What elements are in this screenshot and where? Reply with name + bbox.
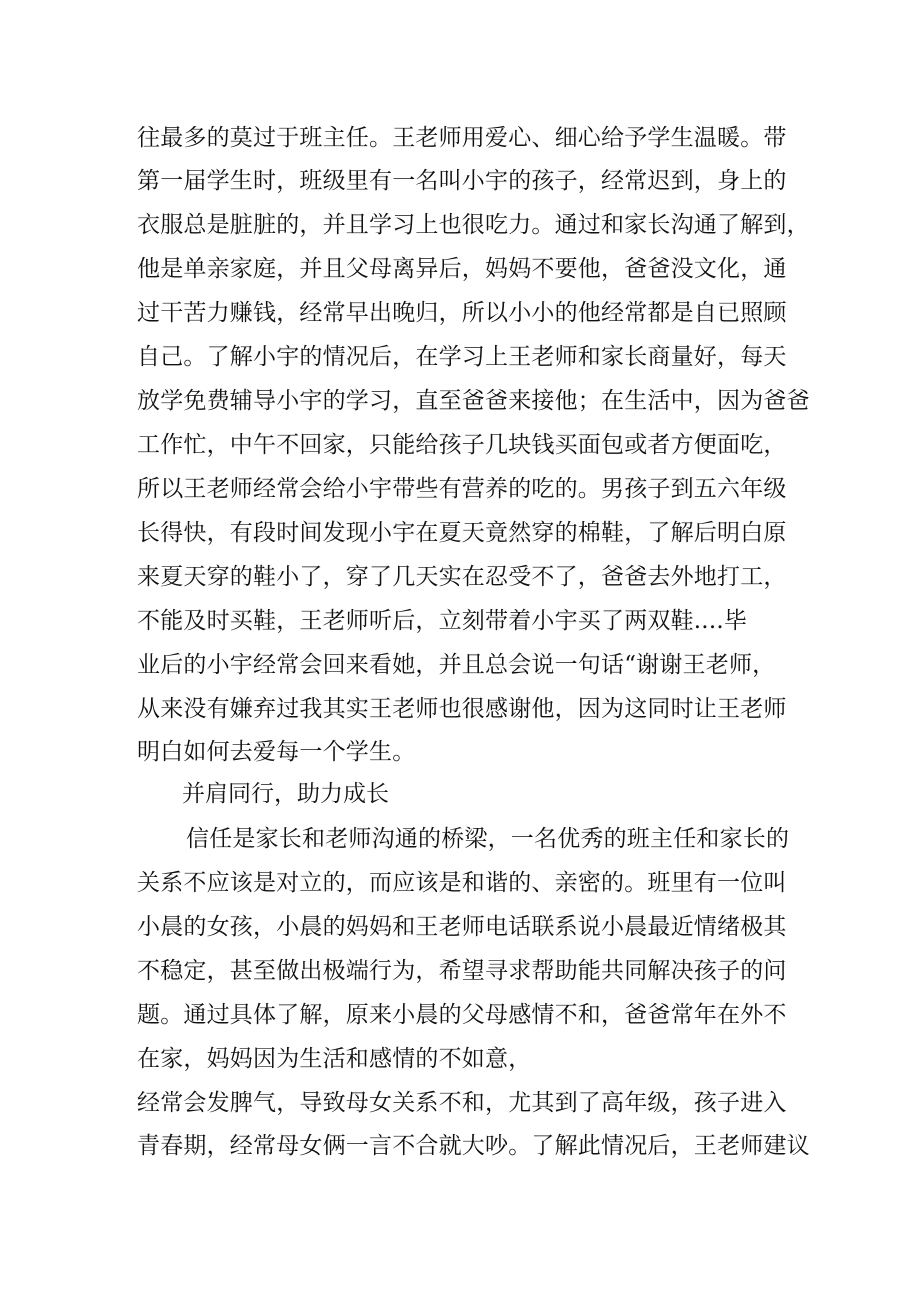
paragraph-3-line-1: 经常会发脾气，导致母女关系不和，尤其到了高年级，孩子进入	[137, 1090, 787, 1116]
paragraph-1-line-15: 明白如何去爱每一个学生。	[137, 739, 416, 765]
paragraph-2-line-1: 信任是家长和老师沟通的桥梁，一名优秀的班主任和家长的	[186, 826, 790, 852]
paragraph-1-line-5: 过干苦力赚钱，经常早出晚归，所以小小的他经常都是自已照顾	[137, 300, 787, 326]
paragraph-2-line-4: 不稳定，甚至做出极端行为，希望寻求帮助能共同解决孩子的问	[137, 958, 787, 984]
paragraph-1-line-6: 自己。了解小宇的情况后，在学习上王老师和家长商量好，每天	[137, 344, 787, 370]
section-heading: 并肩同行，助力成长	[182, 781, 389, 807]
paragraph-1-line-10: 长得快，有段时间发现小宇在夏天竟然穿的棉鞋，了解后明白原	[137, 520, 787, 546]
paragraph-2-line-5: 题。通过具体了解，原来小晨的父母感情不和，爸爸常年在外不	[137, 1002, 787, 1028]
paragraph-3-line-2: 青春期，经常母女俩一言不合就大吵。了解此情况后，王老师建议	[137, 1133, 810, 1159]
paragraph-1-line-2: 第一届学生时，班级里有一名叫小宇的孩子，经常迟到，身上的	[137, 168, 787, 194]
paragraph-1-line-14: 从来没有嫌弃过我其实王老师也很感谢他，因为这同时让王老师	[137, 696, 787, 722]
paragraph-2-line-3: 小晨的女孩，小晨的妈妈和王老师电话联系说小晨最近情绪极其	[137, 914, 787, 940]
paragraph-1-line-8: 工作忙，中午不回家，只能给孩子几块钱买面包或者方便面吃，	[137, 432, 787, 458]
paragraph-2-line-6: 在家，妈妈因为生活和感情的不如意，	[137, 1046, 532, 1072]
paragraph-1-line-11: 来夏天穿的鞋小了，穿了几天实在忍受不了，爸爸去外地打工，	[137, 564, 787, 590]
paragraph-1-line-9: 所以王老师经常会给小宇带些有营养的吃的。男孩子到五六年级	[137, 476, 787, 502]
paragraph-1-line-3: 衣服总是脏脏的，并且学习上也很吃力。通过和家长沟通了解到，	[137, 212, 810, 238]
paragraph-1-line-1: 往最多的莫过于班主任。王老师用爱心、细心给予学生温暖。带	[137, 125, 787, 151]
paragraph-2-line-2: 关系不应该是对立的，而应该是和谐的、亲密的。班里有一位叫	[137, 870, 787, 896]
paragraph-1-line-7: 放学免费辅导小宇的学习，直至爸爸来接他；在生活中，因为爸爸	[137, 388, 810, 414]
paragraph-1-line-13: 业后的小宇经常会回来看她，并且总会说一句话“谢谢王老师，	[137, 652, 776, 678]
paragraph-1-line-12: 不能及时买鞋，王老师听后，立刻带着小宇买了两双鞋....毕	[137, 608, 748, 634]
paragraph-1-line-4: 他是单亲家庭，并且父母离异后，妈妈不要他，爸爸没文化，通	[137, 256, 787, 282]
